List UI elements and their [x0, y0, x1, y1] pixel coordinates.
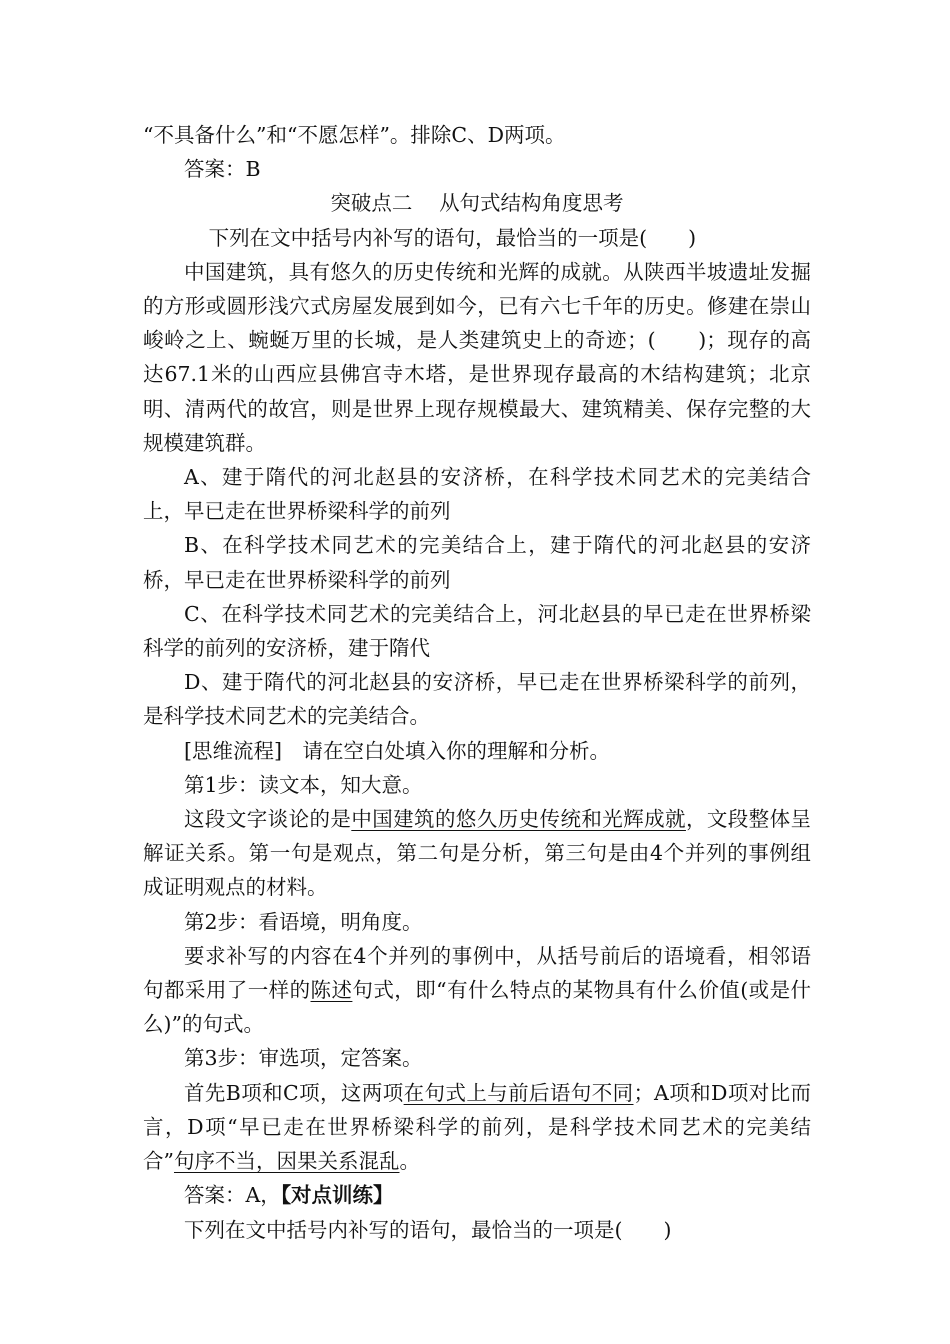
- step-1-heading: 第1步：读文本，知大意。: [184, 772, 423, 797]
- passage: 中国建筑，具有悠久的历史传统和光辉的成就。从陕西半坡遗址发掘的方形或圆形浅穴式房屋发展到如今，已有六七千年的历史。修建在崇山峻岭之上、蜿蜒万里的长城，是人类建筑史上的奇迹；( )；现存的高达67.1米的山西应县佛宫寺木塔，是世界现存最高的木结构建筑；北京明、清两代的故宫，则是世界上现存规模最大、建筑精美、保存完整的大规模建筑群。: [143, 259, 811, 455]
- step-3-heading: 第3步：审选项，定答案。: [184, 1046, 423, 1071]
- option-b: B、在科学技术同艺术的完美结合上，建于隋代的河北赵县的安济桥，早已走在世界桥梁科学的前列: [143, 533, 811, 592]
- thinking-flow: [思维流程] 请在空白处填入你的理解和分析。: [184, 738, 610, 763]
- step-2-text-b: 句式，即“有什么特点的某物具有什么价值(或是什么)”的句式。: [143, 978, 812, 1037]
- step-1-text-a: 这段文字谈论的是: [184, 807, 352, 832]
- answer-line-2: [143, 1178, 811, 1212]
- option-c: C、在科学技术同艺术的完美结合上，河北赵县的早已走在世界桥梁科学的前列的安济桥，建于隋代: [143, 601, 811, 661]
- step-3-text-b: ；A项和D项对比而言，D项“早已走在世界桥梁科学的前列，是科学技术同艺术的完美结合”: [143, 1080, 812, 1174]
- question-stem: 下列在文中括号内补写的语句，最恰当的一项是( ): [208, 225, 697, 250]
- step-2-underlined: 陈述: [310, 978, 353, 1003]
- step-1-analysis: [143, 802, 811, 905]
- step-2-analysis: [143, 939, 811, 1042]
- step-2-text-a: 要求补写的内容在4个并列的事例中，从括号前后的语境看，相邻语句都采用了一样的: [143, 943, 811, 1003]
- step-3-text-a: 首先B项和C项，这两项: [184, 1080, 404, 1105]
- answer-line: 答案：B: [184, 157, 261, 182]
- document-page: [143, 118, 811, 1247]
- step-1-text-b: ，文段整体呈解证关系。第一句是观点，第二句是分析，第三句是由4个并列的事例组成证明观点的材料。: [143, 807, 812, 900]
- question-stem-2: 下列在文中括号内补写的语句，最恰当的一项是( ): [184, 1217, 672, 1242]
- section-title-text: 从句式结构角度思考: [439, 191, 624, 216]
- step-1-underlined: 中国建筑的悠久历史传统和光辉成就: [351, 807, 686, 832]
- section-title-number: 突破点二: [330, 191, 413, 216]
- training-heading: 【对点训练】: [280, 1183, 394, 1208]
- step-3-analysis: [143, 1076, 811, 1179]
- step-2-heading: 第2步：看语境，明角度。: [184, 909, 423, 934]
- step-3-underlined-2: 句序不当，因果关系混乱: [173, 1149, 400, 1174]
- section-title: [143, 186, 811, 220]
- step-3-text-c: 。: [399, 1149, 420, 1174]
- answer-2-text: 答案：A，: [184, 1183, 281, 1208]
- option-d: D、建于隋代的河北赵县的安济桥，早已走在世界桥梁科学的前列，是科学技术同艺术的完美结合。: [143, 670, 811, 729]
- step-3-underlined-1: 在句式上与前后语句不同: [403, 1080, 634, 1105]
- continued-line: “不具备什么”和“不愿怎样”。排除C、D两项。: [143, 123, 566, 147]
- option-a: A、建于隋代的河北赵县的安济桥，在科学技术同艺术的完美结合上，早已走在世界桥梁科学的前列: [143, 465, 811, 524]
